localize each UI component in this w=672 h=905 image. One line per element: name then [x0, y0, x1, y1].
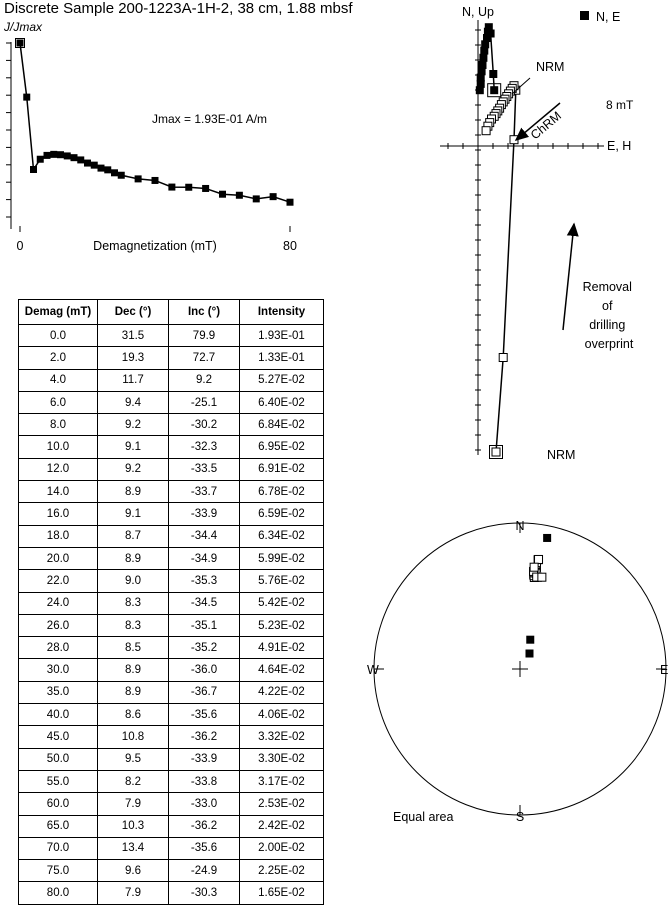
- table-cell: 13.4: [98, 837, 169, 859]
- table-cell: 7.9: [98, 793, 169, 815]
- table-row: [19, 704, 324, 726]
- table-cell: 30.0: [19, 659, 98, 681]
- overprint-label: Removal of drilling overprint: [582, 280, 634, 351]
- table-cell: 4.0: [19, 369, 98, 391]
- zij-vertical-point: [482, 127, 490, 135]
- table-cell: 20.0: [19, 547, 98, 569]
- zij-legend-label: N, E: [596, 10, 621, 24]
- chrm-label: ChRM: [527, 108, 565, 143]
- stereonet-west-label: W: [367, 663, 379, 677]
- table-cell: 3.17E-02: [240, 770, 324, 792]
- demag-table-column-header: Demag (mT): [19, 300, 98, 325]
- table-cell: 60.0: [19, 793, 98, 815]
- stereonet-south-label: S: [515, 810, 525, 824]
- table-cell: -36.0: [169, 659, 240, 681]
- table-row: [19, 637, 324, 659]
- zij-vertical-point: [492, 448, 500, 456]
- table-cell: 70.0: [19, 837, 98, 859]
- table-cell: 3.30E-02: [240, 748, 324, 770]
- nrm-label-top: NRM: [536, 60, 565, 74]
- table-row: [19, 525, 324, 547]
- table-cell: 55.0: [19, 770, 98, 792]
- table-row: [19, 481, 324, 503]
- table-cell: 8.3: [98, 592, 169, 614]
- table-cell: -34.9: [169, 547, 240, 569]
- table-cell: 4.22E-02: [240, 681, 324, 703]
- table-row: [19, 726, 324, 748]
- stereonet-open-point: [538, 573, 546, 581]
- zij-horizontal-point: [490, 86, 498, 94]
- table-cell: -30.3: [169, 882, 240, 904]
- decay-point: [30, 166, 37, 173]
- table-cell: 4.64E-02: [240, 659, 324, 681]
- demag-table: [18, 299, 324, 905]
- zij-horizontal-point: [479, 54, 487, 62]
- table-cell: -35.3: [169, 570, 240, 592]
- table-cell: 2.53E-02: [240, 793, 324, 815]
- table-row: [19, 860, 324, 882]
- table-cell: 10.0: [19, 436, 98, 458]
- table-row: [19, 614, 324, 636]
- table-cell: 4.91E-02: [240, 637, 324, 659]
- decay-point: [111, 169, 118, 176]
- table-row: [19, 659, 324, 681]
- table-row: [19, 770, 324, 792]
- table-cell: 8.7: [98, 525, 169, 547]
- table-cell: 9.0: [98, 570, 169, 592]
- table-cell: 2.0: [19, 347, 98, 369]
- nrm-label-bottom: NRM: [547, 448, 576, 462]
- figure-title: Discrete Sample 200-1223A-1H-2, 38 cm, 1.88 mbsf: [4, 0, 353, 17]
- demag-table-column-header: Intensity: [240, 300, 324, 325]
- stereonet-series: [525, 534, 551, 658]
- table-cell: 6.78E-02: [240, 481, 324, 503]
- decay-point: [219, 191, 226, 198]
- demag-table-body: [19, 325, 324, 905]
- table-cell: 6.95E-02: [240, 436, 324, 458]
- decay-point: [98, 165, 105, 172]
- zij-ticks: [448, 30, 598, 450]
- table-row: [19, 547, 324, 569]
- decay-point: [17, 40, 24, 47]
- decay-point: [57, 151, 64, 158]
- decay-point: [253, 195, 260, 202]
- table-cell: -33.7: [169, 481, 240, 503]
- table-cell: 8.0: [19, 414, 98, 436]
- table-cell: 6.0: [19, 391, 98, 413]
- table-cell: 50.0: [19, 748, 98, 770]
- table-cell: 22.0: [19, 570, 98, 592]
- decay-point: [287, 199, 294, 206]
- decay-x-tick-label: 0: [16, 239, 24, 253]
- zij-axis-label-e-h: E, H: [607, 139, 632, 153]
- decay-point: [84, 160, 91, 167]
- table-cell: 45.0: [19, 726, 98, 748]
- table-cell: 1.65E-02: [240, 882, 324, 904]
- table-cell: -30.2: [169, 414, 240, 436]
- table-cell: 14.0: [19, 481, 98, 503]
- table-cell: 4.06E-02: [240, 704, 324, 726]
- stereonet-filled-point: [526, 636, 534, 644]
- jmax-annotation: Jmax = 1.93E-01 A/m: [152, 112, 268, 126]
- table-cell: 6.34E-02: [240, 525, 324, 547]
- decay-point: [50, 151, 57, 158]
- table-cell: 2.25E-02: [240, 860, 324, 882]
- table-cell: -33.8: [169, 770, 240, 792]
- table-cell: 10.8: [98, 726, 169, 748]
- zij-horizontal-point: [487, 30, 495, 38]
- stereonet-center-cross: [512, 661, 528, 677]
- table-cell: 24.0: [19, 592, 98, 614]
- table-cell: 9.5: [98, 748, 169, 770]
- table-cell: -34.4: [169, 525, 240, 547]
- 8mt-label: 8 mT: [606, 98, 634, 112]
- table-row: [19, 882, 324, 904]
- decay-point: [71, 154, 78, 161]
- table-cell: 5.23E-02: [240, 614, 324, 636]
- decay-point: [270, 193, 277, 200]
- table-cell: 2.42E-02: [240, 815, 324, 837]
- table-row: [19, 325, 324, 347]
- table-cell: 26.0: [19, 614, 98, 636]
- stereonet-caption: Equal area: [393, 810, 454, 824]
- table-cell: -33.9: [169, 503, 240, 525]
- zij-horizontal-point: [489, 70, 497, 78]
- table-cell: 6.40E-02: [240, 391, 324, 413]
- table-row: [19, 436, 324, 458]
- table-cell: 8.2: [98, 770, 169, 792]
- decay-point: [64, 152, 71, 159]
- table-row: [19, 837, 324, 859]
- table-cell: 3.32E-02: [240, 726, 324, 748]
- table-cell: 16.0: [19, 503, 98, 525]
- decay-x-tick-label: 80: [283, 239, 297, 253]
- table-cell: -32.3: [169, 436, 240, 458]
- table-cell: 9.2: [98, 458, 169, 480]
- table-cell: 8.3: [98, 614, 169, 636]
- table-cell: -36.2: [169, 815, 240, 837]
- table-cell: 9.6: [98, 860, 169, 882]
- demag-table-column-header: Dec (°): [98, 300, 169, 325]
- decay-point: [37, 156, 44, 163]
- table-cell: 8.9: [98, 547, 169, 569]
- decay-point: [23, 94, 30, 101]
- table-cell: 8.5: [98, 637, 169, 659]
- table-row: [19, 815, 324, 837]
- stereonet-east-label: E: [660, 663, 669, 677]
- stereonet-open-point: [530, 563, 538, 571]
- table-cell: 75.0: [19, 860, 98, 882]
- table-cell: 6.84E-02: [240, 414, 324, 436]
- table-cell: 1.33E-01: [240, 347, 324, 369]
- table-cell: 8.9: [98, 681, 169, 703]
- table-cell: 8.6: [98, 704, 169, 726]
- decay-point: [104, 166, 111, 173]
- decay-point: [185, 184, 192, 191]
- table-cell: 9.2: [98, 414, 169, 436]
- table-cell: 19.3: [98, 347, 169, 369]
- table-row: [19, 681, 324, 703]
- decay-y-axis-label: J/Jmax: [4, 20, 43, 34]
- table-cell: -25.1: [169, 391, 240, 413]
- table-cell: 9.4: [98, 391, 169, 413]
- decay-point: [118, 172, 125, 179]
- table-cell: -34.5: [169, 592, 240, 614]
- table-row: [19, 570, 324, 592]
- decay-point: [91, 162, 98, 169]
- table-cell: 80.0: [19, 882, 98, 904]
- table-cell: 79.9: [169, 325, 240, 347]
- table-cell: 8.9: [98, 481, 169, 503]
- stereonet-open-point: [535, 555, 543, 563]
- table-cell: 11.7: [98, 369, 169, 391]
- table-cell: 5.99E-02: [240, 547, 324, 569]
- table-cell: 0.0: [19, 325, 98, 347]
- table-cell: 72.7: [169, 347, 240, 369]
- decay-point: [202, 185, 209, 192]
- decay-x-axis-label: Demagnetization (mT): [93, 239, 217, 253]
- table-cell: -36.2: [169, 726, 240, 748]
- table-cell: 9.2: [169, 369, 240, 391]
- table-cell: 12.0: [19, 458, 98, 480]
- table-row: [19, 748, 324, 770]
- table-row: [19, 369, 324, 391]
- table-row: [19, 458, 324, 480]
- zij-horizontal-point: [479, 61, 487, 69]
- table-row: [19, 503, 324, 525]
- table-cell: 31.5: [98, 325, 169, 347]
- table-cell: 10.3: [98, 815, 169, 837]
- table-cell: -36.7: [169, 681, 240, 703]
- table-cell: 5.76E-02: [240, 570, 324, 592]
- table-cell: 7.9: [98, 882, 169, 904]
- decay-y-ticks: [6, 43, 11, 217]
- table-cell: 6.59E-02: [240, 503, 324, 525]
- table-row: [19, 592, 324, 614]
- table-cell: -33.0: [169, 793, 240, 815]
- demag-table-header: [19, 300, 324, 325]
- table-cell: -35.2: [169, 637, 240, 659]
- table-cell: 6.91E-02: [240, 458, 324, 480]
- table-row: [19, 793, 324, 815]
- decay-point: [44, 152, 51, 159]
- decay-point: [152, 177, 159, 184]
- equal-area-stereonet: [367, 519, 668, 824]
- decay-point: [236, 192, 243, 199]
- table-cell: 35.0: [19, 681, 98, 703]
- table-cell: 8.9: [98, 659, 169, 681]
- table-cell: 40.0: [19, 704, 98, 726]
- zij-series: [476, 23, 520, 458]
- legend-filled-square-icon: [580, 11, 589, 20]
- table-cell: -33.9: [169, 748, 240, 770]
- table-cell: -33.5: [169, 458, 240, 480]
- table-cell: -24.9: [169, 860, 240, 882]
- intensity-decay-plot: [3, 20, 297, 253]
- table-cell: 28.0: [19, 637, 98, 659]
- table-cell: 5.27E-02: [240, 369, 324, 391]
- table-cell: 9.1: [98, 503, 169, 525]
- stereonet-filled-point: [525, 650, 533, 658]
- table-cell: -35.6: [169, 704, 240, 726]
- table-cell: -35.6: [169, 837, 240, 859]
- table-row: [19, 414, 324, 436]
- table-cell: 1.93E-01: [240, 325, 324, 347]
- stereonet-north-label: N: [515, 519, 525, 533]
- table-cell: 5.42E-02: [240, 592, 324, 614]
- table-row: [19, 347, 324, 369]
- stereonet-filled-point: [543, 534, 551, 542]
- table-cell: 9.1: [98, 436, 169, 458]
- orthogonal-vector-plot: [440, 5, 635, 462]
- table-cell: 65.0: [19, 815, 98, 837]
- table-cell: 18.0: [19, 525, 98, 547]
- zij-vertical-point: [499, 354, 507, 362]
- decay-point: [168, 184, 175, 191]
- table-cell: -35.1: [169, 614, 240, 636]
- overprint-arrow: [563, 224, 574, 330]
- decay-point: [135, 175, 142, 182]
- decay-point: [77, 156, 84, 163]
- table-cell: 2.00E-02: [240, 837, 324, 859]
- table-row: [19, 391, 324, 413]
- demag-table-column-header: Inc (°): [169, 300, 240, 325]
- zij-axis-label-n-up: N, Up: [462, 5, 494, 19]
